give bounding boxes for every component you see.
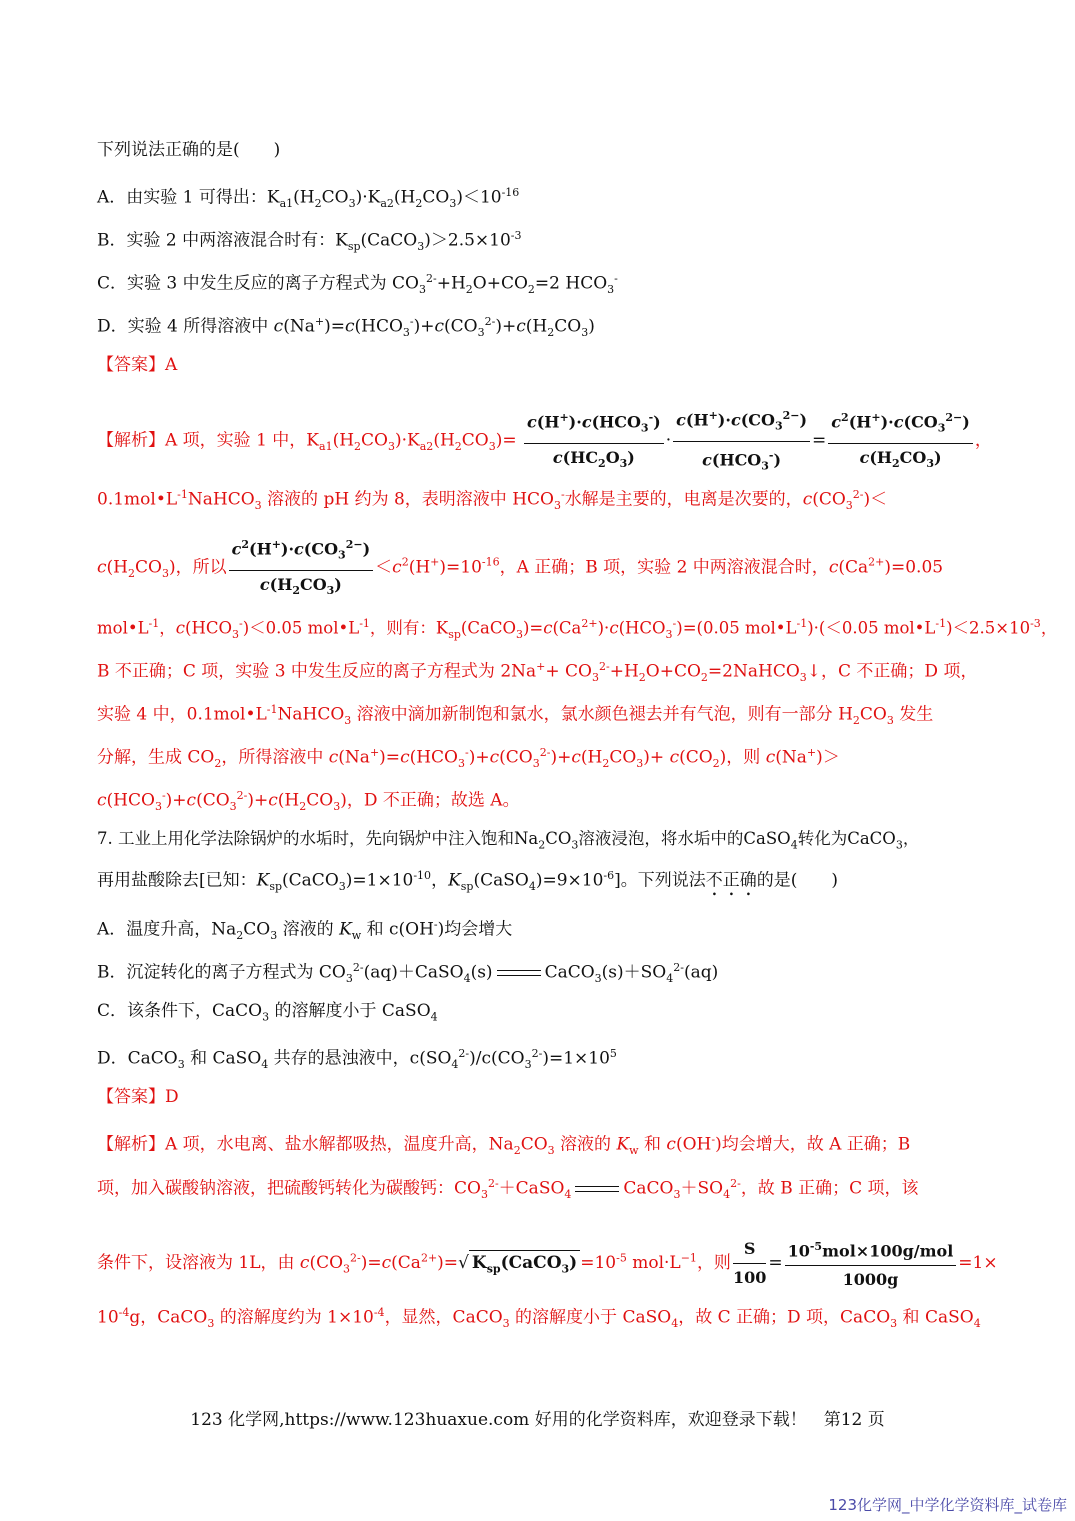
q6-analysis-line-7: 分解，生成 $CO_2$，所得溶液中 $c(Na^+)=c(HCO_3^-)+c(CO_3^{2-})+c(H_2CO_3)+ c(CO_2)$，则 c(Na+)＞	[97, 746, 840, 771]
q7-analysis-line-1: 【解析】A 项，水电离、盐水解都吸热，温度升高，$Na_2CO_3$ 溶液的 $K_w$ 和 c(OH-)均会增大，故 A 正确；B	[97, 1133, 911, 1158]
q6-analysis-line-5: B 不正确；C 项，实验 3 中发生反应的离子方程式为 $2Na^++ CO_3^{2-}+H_2O+CO_2=2NaHCO_3↓$，C 不正确；D 项，	[97, 660, 978, 685]
q6-option-b: B．实验 2 中两溶液混合时有：$K_{sp}(CaCO_3)>2.5\times 10^{-3}$	[97, 229, 522, 254]
q7-analysis-line-2: 项，加入碳酸钠溶液，把硫酸钙转化为碳酸钙：$CO_3^{2-}+CaSO_4$ $CaCO_3+SO_4^{2-}$，故 B 正确；C 项，该	[97, 1177, 919, 1202]
q6-analysis-line-2: $0.1mol•L^{-1}NaHCO_3$ 溶液的 pH 约为 8，表明溶液中 $HCO_3^-$水解是主要的，电离是次要的，$c(CO_3^{2-})<$	[97, 488, 888, 513]
q7-analysis-line-3: 条件下，设溶液为 1L，由 $c(CO_3^{2-})=c(Ca^{2+})=√$ $K_{sp}(CaCO_3) =10^{-5}$ $mol\cdot L^{-1}$，则 $\frac{S}{100}$ = $\frac{10^{-5}mol\times 100g/mol}{1000g}$ =1×	[97, 1235, 998, 1292]
q6-analysis-line-8: $c(HCO_3^-)+c(CO_3^{2-})+c(H_2CO_3)$，D 不正确；故选 A。	[97, 789, 520, 814]
q6-analysis-line-3: $c(H_2CO_3)$，所以 $\frac{c^2(H^+)\cdot c(CO_3^{2-})}{c(H_2CO_3)}$ $<c^2(H^+)=10^{-16}$，A 正确；B 项，实验 2 中两溶液混合时，$c(Ca^{2+})=0.05$	[97, 533, 943, 603]
q7-option-b: B．沉淀转化的离子方程式为 $CO_3^{2-}(aq)+CaSO_4(s)$ $CaCO_3(s)+SO_4^{2-}(aq)$	[97, 961, 719, 986]
q7-option-a: A．温度升高，$Na_2CO_3$ 溶液的 $K_w$ 和 c(OH-)均会增大	[97, 918, 513, 943]
q7-option-d: D．CaCO$_3$ 和 CaSO$_4$ 共存的悬浊液中，$c(SO_4^{2-})/c(CO_3^{2-})=1\times 10^5$	[97, 1047, 617, 1072]
equilibrium-arrow-icon	[497, 967, 541, 979]
q7-option-c: C．该条件下，CaCO$_3$ 的溶解度小于 CaSO$_4$	[97, 1001, 438, 1024]
equilibrium-arrow-icon	[575, 1183, 619, 1195]
q6-stem: 下列说法正确的是( )	[97, 140, 281, 160]
q6-analysis-line-4: $mol•L^{-1}$，$c(HCO_3^-)<0.05$ $mol•L^{-1}$，则有：$K_{sp}(CaCO_3)=c(Ca^{2+})\cdot c(HCO_3^-)=(0.05$ $mol•L^{-1})\cdot(<0.05$ $mol•L^{-1})<2.5\times 10^{-3}$，	[97, 617, 1058, 641]
q7-stem-line-1: 7. 工业上用化学法除锅炉的水垢时，先向锅炉中注入饱和$Na_2CO_3$溶液浸泡，将水垢中的CaSO$_4$转化为CaCO$_3$，	[97, 829, 920, 852]
q6-option-a: A．由实验 1 可得出：$K_{a1}(H_2CO_3)\cdot K_{a2}(H_2CO_3)<10^{-16}$	[97, 186, 520, 211]
q6-option-d: D．实验 4 所得溶液中 $c(Na^+)=c(HCO_3^-)+c(CO_3^{2-})+c(H_2CO_3)$	[97, 315, 595, 340]
q6-answer: 【答案】A	[97, 355, 178, 375]
q6-option-c: C．实验 3 中发生反应的离子方程式为 $CO_3^{2-}+H_2O+CO_2=2$ $HCO_3^-$	[97, 272, 618, 297]
q6-analysis-line-6: 实验 4 中，$0.1mol•L^{-1}NaHCO_3$ 溶液中滴加新制饱和氯水，氯水颜色褪去并有气泡，则有一部分 $H_2CO_3$ 发生	[97, 703, 934, 728]
q7-answer: 【答案】D	[97, 1087, 179, 1107]
page-footer: 123 化学网,https://www.123huaxue.com 好用的化学资料库，欢迎登录下载！ 第12 页	[190, 1410, 885, 1430]
q7-stem-line-2: 再用盐酸除去[已知：$K_{sp}(CaCO_3)=1\times 10^{-10}$，$K_{sp}(CaSO_4)=9\times 10^{-6}$]。下列说法不正确的是( )	[97, 869, 839, 894]
site-watermark[interactable]: 123化学网_中学化学资料库_试卷库	[828, 1496, 1067, 1514]
q6-analysis-line-1: 【解析】A 项，实验 1 中，$K_{a1}(H_2CO_3)\cdot K_{a2}(H_2CO_3)=$ $\frac{c(H^+)\cdot c(HCO_3^-)}{c(HC_2O_3)}$ · $\frac{c(H^+)\cdot c(CO_3^{2-})}{c(HCO_3^-)}$ = $\frac{c^2(H^+)\cdot c(CO_3^{2-})}{c(H_2CO_3)}$ ，	[97, 404, 992, 478]
q7-analysis-line-4: $10^{-4}g$，CaCO$_3$ 的溶解度约为 $1\times 10^{-4}$，显然，CaCO$_3$ 的溶解度小于 CaSO$_4$，故 C 正确；D 项，CaCO$_3$ 和 CaSO$_4$	[97, 1306, 981, 1331]
